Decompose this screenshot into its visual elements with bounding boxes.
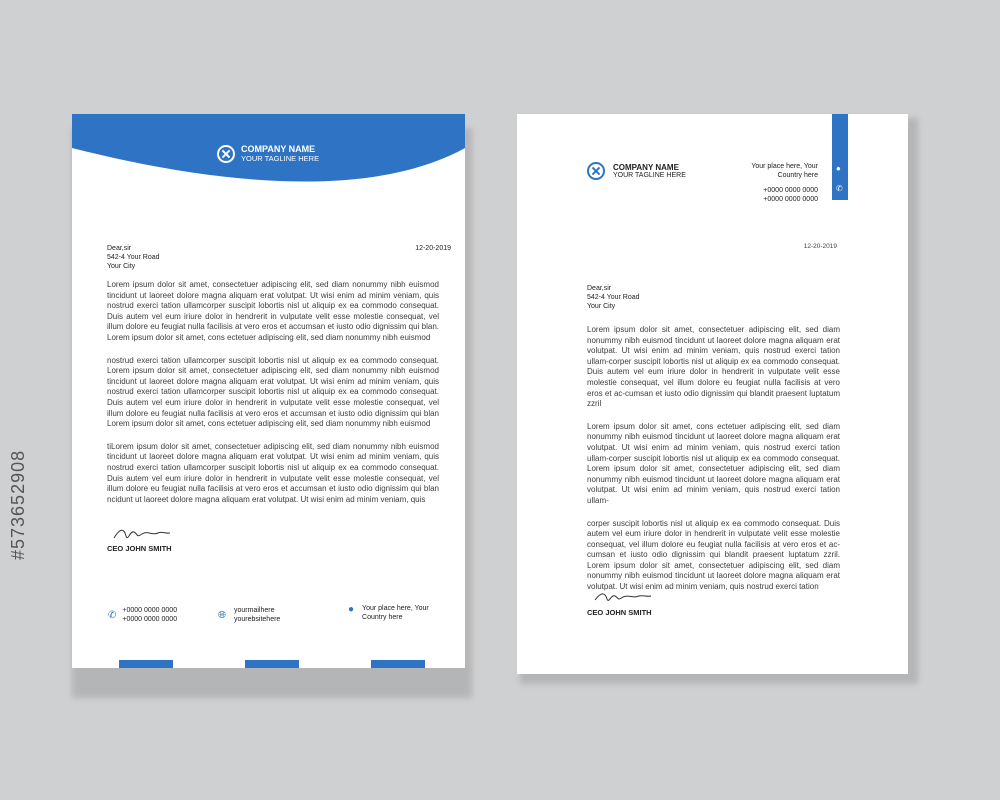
recipient-block — [107, 244, 160, 271]
footer-location — [348, 604, 429, 622]
left-letterhead — [72, 114, 465, 668]
letter-body — [587, 325, 840, 605]
signer-name: CEO JOHN SMITH — [107, 544, 172, 553]
address-line-2: Your City — [587, 303, 616, 310]
logo-icon — [217, 145, 235, 163]
phone-2: +0000 0000 0000 — [763, 196, 818, 203]
address-line-1: 542-4 Your Road — [107, 254, 160, 261]
left-logo — [217, 144, 319, 163]
place-line-1: Your place here, Your — [362, 605, 429, 612]
place-line-2: Country here — [362, 614, 403, 621]
greeting: Dear,sir — [587, 285, 612, 292]
place-line-1: Your place here, Your — [751, 163, 818, 170]
signer-name: CEO JOHN SMITH — [587, 608, 652, 617]
phone-icon: ✆ — [108, 609, 117, 621]
signature — [593, 588, 653, 606]
body-paragraph: Lorem ipsum dolor sit amet, consectetuer adipiscing elit, sed diam nonummy nibh euismod tincidunt ut laoreet dolore magna aliquam erat volutpat. Ut wisi enim ad minim veniam, quis nostrud exerci tation ullam-corper suscipit lobortis nisl ut aliquip ex ea commodo consequat. Duis autem vel eum iriure dolor in hendrerit in vulputate velit esse molestie consequat, vel illum dolore eu feugiat nulla facilisis at vero eros et ac-cumsan et iusto odio dignissim qui blandit praesent luptatum zzril — [587, 325, 840, 409]
signature — [112, 524, 172, 544]
logo-icon — [587, 162, 605, 180]
company-name: COMPANY NAME — [613, 162, 679, 172]
body-paragraph: Lorem ipsum dolor sit amet, cons ectetuer adipiscing elit, sed diam nonummy nibh euismod tincidunt ut laoreet dolore magna aliquam erat volutpat. Ut wisi enim ad minim veniam, quis nostrud exerci tation ullam-corper suscipit lobortis nisl ut aliquip ex ea commodo consequat. Lorem ipsum dolor sit amet, consectetuer adipiscing elit, sed diam nonummy nibh euismod tincidunt ut laoreet dolore magna aliquam erat volutpat. Ut wisi enim ad minim veniam, quis nostrud exerci tation ullam- — [587, 421, 840, 505]
right-logo — [587, 162, 686, 180]
phone-1: +0000 0000 0000 — [763, 187, 818, 194]
address-line-2: Your City — [107, 263, 136, 270]
body-paragraph: tiLorem ipsum dolor sit amet, consectetuer adipiscing elit, sed diam nonummy nibh euismod tincidunt ut laoreet dolore magna aliquam erat volutpat. Ut wisi enim ad minim veniam, quis nostrud exerci tation ullamcorper suscipit lobortis nisl ut aliquip ex ea commodo consequat. Duis autem vel eum iriure dolor in hendrerit in vulputate velit esse molestie consequat, vel illum dolore eu feugiat nulla facilisis at vero eros et accumsan et iusto odio dignissim qui blan ncidunt ut laoreet dolore magna aliquam erat volutpat. Ut wisi enim ad minim veniam, quis — [107, 441, 439, 504]
stock-id-text: #573652908 — [8, 449, 28, 560]
letter-body — [107, 280, 439, 517]
place-line-2: Country here — [777, 172, 818, 179]
company-name: COMPANY NAME — [241, 144, 316, 154]
location-pin-icon: ● — [348, 604, 355, 615]
right-letterhead — [517, 114, 908, 674]
phone-icon: ✆ — [836, 184, 843, 193]
globe-icon: 🌐︎ — [218, 609, 226, 621]
footer-bar-3 — [371, 660, 425, 668]
greeting: Dear,sir — [107, 245, 132, 252]
body-paragraph: Lorem ipsum dolor sit amet, consectetuer adipiscing elit, sed diam nonummy nibh euismod tincidunt ut laoreet dolore magna aliquam erat volutpat. Ut wisi enim ad minim veniam, quis nostrud exerci tation ullamcorper suscipit lobortis nisl ut aliquip ex ea commodo consequat. Duis autem vel eum iriure dolor in hendrerit in vulputate velit esse molestie consequat, vel illum dolore eu feugiat nulla facilisis at vero eros et accumsan et iusto odio dignissim qui blan. Lorem ipsum dolor sit amet, cons ectetuer adipiscing elit, sed diam nonummy nibh euismod — [107, 280, 439, 342]
phone-2: +0000 0000 0000 — [122, 616, 178, 623]
footer-web — [218, 606, 280, 624]
company-tagline: YOUR TAGLINE HERE — [241, 154, 320, 163]
body-paragraph: nostrud exerci tation ullamcorper suscipit lobortis nisl ut aliquip ex ea commodo consequat. Lorem ipsum dolor sit amet, consectetuer adipiscing elit, sed diam nonummy nibh euismod tincidunt ut laoreet dolore magna aliquam erat volutpat. Ut wisi enim ad minim veniam, quis nostrud exerci tation ullamcorper suscipit lobortis nisl ut aliquip ex ea commodo consequat. Duis autem vel eum iriure dolor in hendrerit in vulputate velit esse molestie consequat, vel illum dolore eu feugiat nulla facilisis at vero eros et accumsan et iusto odio dignissim qui blan Lorem ipsum dolor sit amet, cons ectetuer adipiscing elit, sed diam nonummy nibh euismod — [107, 355, 439, 429]
body-paragraph: corper suscipit lobortis nisl ut aliquip ex ea commodo consequat. Duis autem vel eum iriure dolor in hendrerit in vulputate velit esse molestie consequat, vel illum dolore eu feugiat nulla facilisis at vero eros et ac-cumsan et iusto odio dignissim qui blandit praesent luptatum zzril. Lorem ipsum dolor sit amet, consectetuer adipiscing elit, sed diam nonummy nibh euismod tincidunt ut laoreet dolore magna aliquam erat volutpat. Ut wisi enim ad minim veniam, quis nostrud exerci tation — [587, 518, 840, 592]
contact-block — [751, 162, 818, 204]
email: yourmailhere — [234, 607, 275, 614]
recipient-block — [587, 284, 640, 311]
letter-date: 12-20-2019 — [415, 245, 451, 252]
letter-date: 12-20-2019 — [803, 243, 837, 250]
footer-bar-1 — [119, 660, 173, 668]
address-line-1: 542-4 Your Road — [587, 294, 640, 301]
location-pin-icon: ● — [836, 164, 841, 173]
phone-1: +0000 0000 0000 — [122, 607, 178, 614]
company-tagline: YOUR TAGLINE HERE — [613, 171, 686, 179]
website: yourebsitehere — [234, 616, 281, 623]
footer-bar-2 — [245, 660, 299, 668]
footer-phone — [108, 606, 177, 624]
